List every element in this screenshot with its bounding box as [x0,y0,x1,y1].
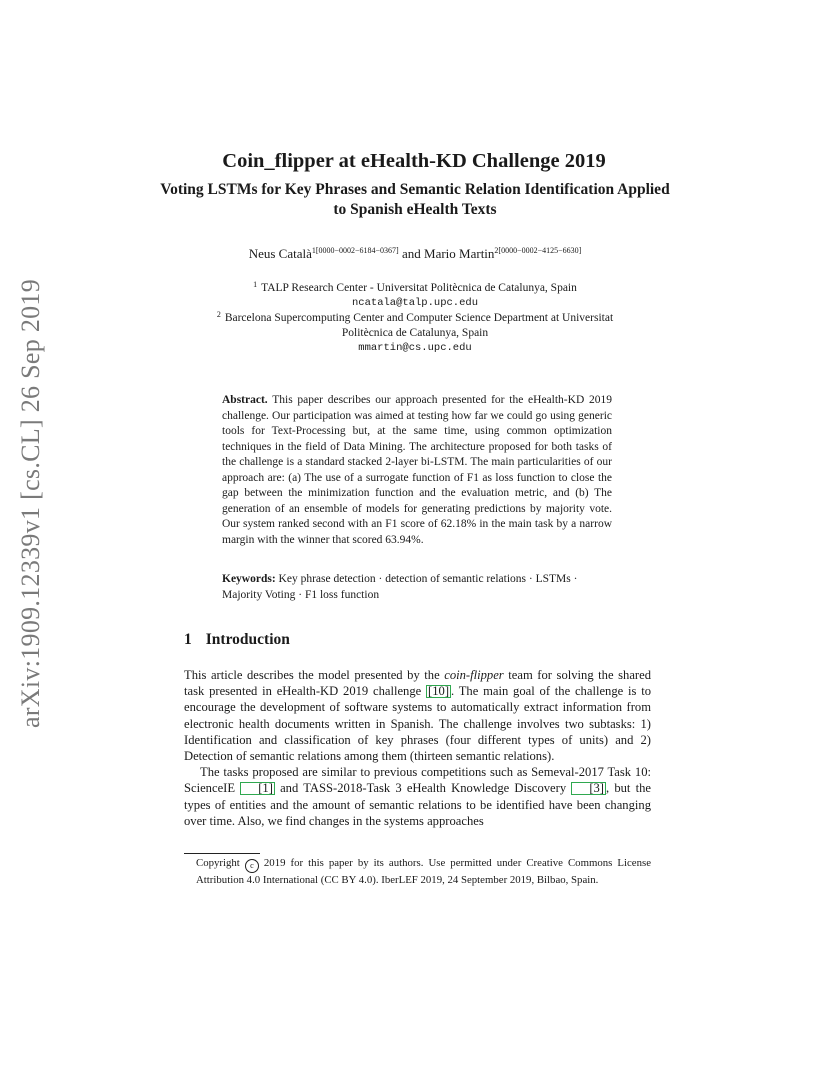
intro-p2-text-b: and TASS-2018-Task 3 eHealth Knowledge Discovery [274,781,572,796]
intro-p1-text-b: team for solving the shared task presented in eHealth-KD 2019 challenge [184,668,651,699]
intro-p1-text-a: This article describes the model presented by the [184,668,445,682]
affiliation-1-email[interactable]: ncatala@talp.upc.edu [351,297,479,309]
affiliation-2-text: Barcelona Supercomputing Center and Computer Science Department at Universitat Politècnica de Catalunya, Spain [224,312,614,339]
keywords-text: Key phrase detection · detection of semantic relations · LSTMs · Majority Voting · F1 loss function [222,573,578,601]
section-heading [184,631,290,649]
author-2-name: Mario Martin [424,246,495,261]
citation-link-10[interactable]: [10] [428,684,450,699]
abstract-text: This paper describes our approach presented for the eHealth-KD 2019 challenge. Our participation was aimed at testing how far we could go using generic tools for Text-Processing but, at the same time, using common optimization techniques in the field of Data Mining. The architecture proposed for both tasks of the challenge is a standard stacked 2-layer bi-LSTM. The main particularities of our approach are: (a) The use of a surrogate function of F1 as loss function to close the gap between the minimization function and the evaluation metric, and (b) The generation of an ensemble of models for generating predictions by majority vote. Our system ranked second with an F1 score of 62.18% in the main task by a narrow margin with the winner that scored 63.94%. [222,394,613,546]
paper-title: Coin_flipper at eHealth-KD Challenge 2019 [222,150,606,172]
introduction-body [184,667,651,829]
section-title: Introduction [205,631,290,648]
footnote-rule [184,853,260,854]
footnote-text-b: 2019 for this paper by its authors. Use permitted under Creative Commons License Attribution 4.0 International (CC BY 4.0). IberLEF 2019, 24 September 2019, Bilbao, Spain. [196,857,651,886]
arxiv-side-stamp: arXiv:1909.12339v1 [cs.CL] 26 Sep 2019 [16,278,45,728]
affiliation-1 [160,277,670,311]
copyright-footnote [196,856,651,888]
footnote-text-a: Copyright [196,857,245,869]
affiliation-2-email[interactable]: mmartin@cs.upc.edu [358,342,472,354]
author-line [160,246,670,262]
citation-link-1[interactable]: [1] [240,782,275,795]
citation-link-3[interactable]: [3] [571,782,606,795]
team-name: coin-flipper [444,668,504,682]
section-number: 1 [184,631,192,648]
keywords-label: Keywords: [222,573,276,585]
keywords [222,572,617,603]
paper-subtitle: Voting LSTMs for Key Phrases and Semantic Relation Identification Applied to Spanish eHealth Texts [160,181,670,218]
affiliation-2-mark: 2 [216,310,221,319]
affiliation-1-mark: 1 [253,280,258,289]
affiliation-1-text: TALP Research Center - Universitat Politècnica de Catalunya, Spain [261,282,577,294]
abstract [222,393,612,548]
intro-paragraph-2 [184,764,651,829]
affiliation-2 [205,307,625,356]
author-1-name: Neus Català [248,246,312,261]
intro-paragraph-1 [184,667,651,764]
copyright-icon: c [245,859,259,873]
author-joiner: and [398,246,425,261]
author-2-orcid[interactable]: 2[0000−0002−4125−6630] [494,246,582,255]
intro-p2-text-c: , but the types of entities and the amount of semantic relations to be identified have been changing over time. Also, we find changes in the systems approaches [184,781,651,828]
intro-p2-text-a: The tasks proposed are similar to previous competitions such as Semeval-2017 Task 10: ScienceIE [184,765,651,796]
intro-p1-text-c: . The main goal of the challenge is to encourage the development of software systems to automatically extract information from electronic health documents written in Spanish. The challenge involves two subtasks: 1) Identification and classification of key phrases (four different types of units) and 2) Detection of semantic relations among them (thirteen semantic relations). [184,684,651,764]
abstract-label: Abstract. [222,394,268,406]
author-1-orcid[interactable]: 1[0000−0002−6184−0367] [311,246,399,255]
